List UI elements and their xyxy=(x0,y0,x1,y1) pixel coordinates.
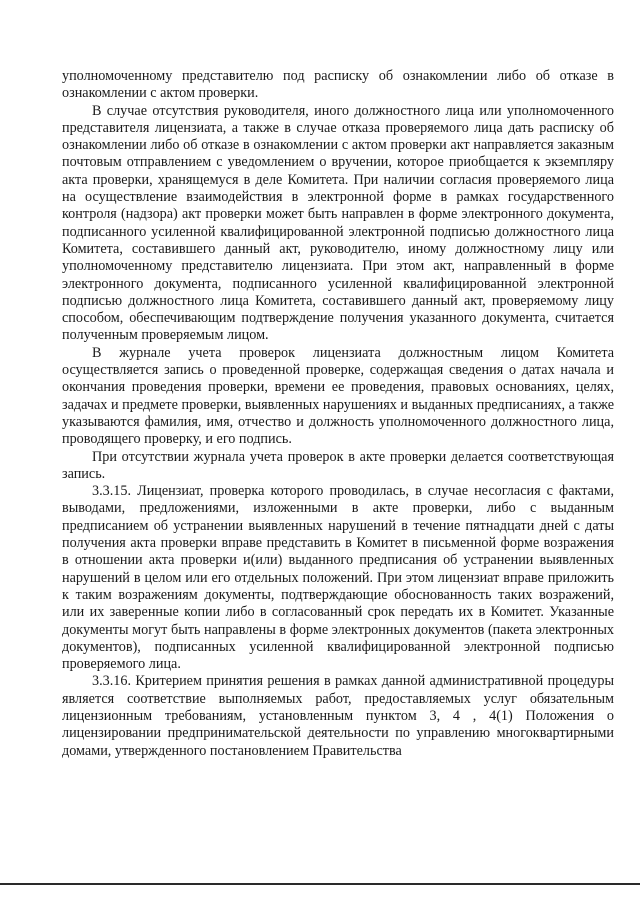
paragraph-3-3-15: 3.3.15. Лицензиат, проверка которого проводилась, в случае несогласия с фактами, выводами, предложениями, изложенными в акте проверки, либо с выданным предписанием об устранении выявленных нарушений в течение пятнадцати дней с даты получения акта проверки вправе представить в Комитет в письменной форме возражения в отношении акта проверки и(или) выданного предписания об устранении выявленных нарушений в целом или его отдельных положений. При этом лицензиат вправе приложить к таким возражениям документы, подтверждающие обоснованность таких возражений, или их заверенные копии либо в согласованный срок передать их в Комитет. Указанные документы могут быть направлены в форме электронных документов (пакета электронных документов), подписанных усиленной квалифицированной электронной подписью проверяемого лица. xyxy=(62,483,614,673)
paragraph-no-journal: При отсутствии журнала учета проверок в акте проверки делается соответствующая запись. xyxy=(62,448,614,482)
paragraph-absence-of-manager: В случае отсутствия руководителя, иного должностного лица или уполномоченного представителя лицензиата, а также в случае отказа проверяемого лица дать расписку об ознакомлении либо об отказе в ознакомлении с актом проверки акт направляется заказным почтовым отправлением с уведомлением о вручении, которое приобщается к экземпляру акта проверки, хранящемуся в деле Комитета. При наличии согласия проверяемого лица на осуществление взаимодействия в электронной форме в рамках государственного контроля (надзора) акт проверки может быть направлен в форме электронного документа, подписанного усиленной квалифицированной электронной подписью должностного лица Комитета, составившего данный акт, руководителю, иному должностному лицу или уполномоченному представителю лицензиата. При этом акт, направленный в форме электронного документа, подписанного усиленной квалифицированной электронной подписью должностного лица Комитета, составившего данный акт, проверяемому лицу способом, обеспечивающим подтверждение получения указанного документа, считается полученным проверяемым лицом. xyxy=(62,102,614,344)
paragraph-inspection-journal: В журнале учета проверок лицензиата должностным лицом Комитета осуществляется запись о проведенной проверке, содержащая сведения о датах начала и окончания проведения проверки, времени ее проведения, правовых основаниях, целях, задачах и предмете проверки, выявленных нарушениях и выданных предписаниях, а также указываются фамилия, имя, отчество и должность уполномоченного должностного лица, проводящего проверку, и его подпись. xyxy=(62,344,614,448)
paragraph-3-3-16: 3.3.16. Критерием принятия решения в рамках данной административной процедуры является соответствие выполняемых работ, предоставляемых услуг обязательным лицензионным требованиям, установленным пунктом 3, 4 , 4(1) Положения о лицензировании предпринимательской деятельности по управлению многоквартирными домами, утвержденного постановлением Правительства xyxy=(62,673,614,759)
page-bottom-rule xyxy=(0,883,640,885)
paragraph-continuation: уполномоченному представителю под расписку об ознакомлении либо об отказе в ознакомлении с актом проверки. xyxy=(62,68,614,102)
document-body xyxy=(62,68,614,760)
